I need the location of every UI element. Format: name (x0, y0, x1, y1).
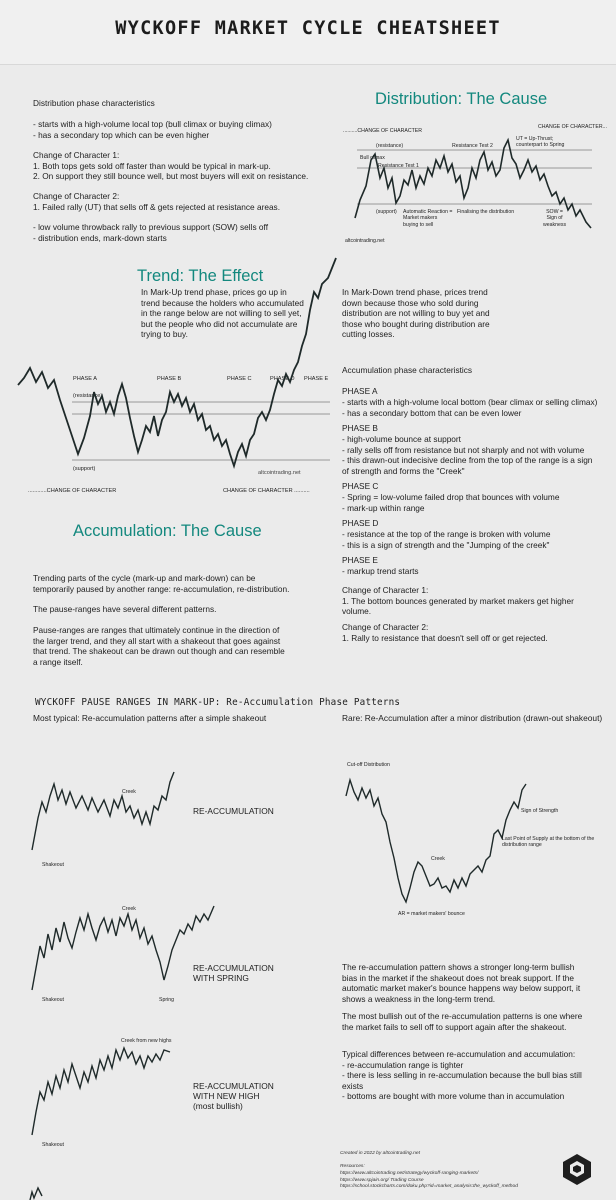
distribution-chart-heading: Distribution: The Cause (375, 90, 548, 108)
distribution-bull-climax: Bull climax (360, 155, 385, 161)
phase-b-title: PHASE B (342, 423, 378, 433)
accumulation-coc-right: CHANGE OF CHARACTER .......... (223, 488, 310, 494)
reacc-text-2: The most bullish out of the re-accumulation patterns is one where the market fails to sell off to support again after the shakeout. (342, 1011, 583, 1032)
markdown-text: In Mark-Down trend phase, prices trend down because those who sold during distribution are not willing to buy yet and those who bought during distribution are cutting losses. (342, 287, 490, 340)
markup-text: In Mark-Up trend phase, prices go up in trend because the holders who accumulated in the range below are not willing to sell yet, but the people who did not accumulate are trying to buy. (141, 287, 304, 340)
p1-label: RE-ACCUMULATION (193, 806, 274, 816)
phase-c-title: PHASE C (342, 481, 379, 491)
accumulation-support-label: (support) (73, 466, 96, 472)
credits-resources: https://www.altcointrading.net/strategy/wyckoff-ranging-markets/ https://www.spjain.org/ Trading Course https://school.stockcharts.com/doku.php?id=market_analysis:the_wyckoff_method (340, 1171, 518, 1190)
rare-sos: Sign of Strength (521, 808, 559, 814)
accumulation-coc1: Change of Character 1: 1. The bottom bounces generated by market makers get higher volume. (342, 585, 574, 617)
distribution-heading: Distribution phase characteristics (33, 98, 155, 108)
pause-text-1: Trending parts of the cycle (mark-up and mark-down) can be temporarily paused by another range: re-accumulation, re-distribution. (33, 573, 290, 594)
page-title: WYCKOFF MARKET CYCLE CHEATSHEET (115, 18, 501, 39)
distribution-resistance-label: (resistance) (376, 143, 404, 149)
rare-creek: Creek (431, 856, 445, 862)
p2-shakeout: Shakeout (42, 997, 64, 1003)
accumulation-char-heading: Accumulation phase characteristics (342, 365, 473, 375)
accumulation-watermark: altcointrading.net (258, 470, 301, 476)
phase-a-label: PHASE A (73, 376, 97, 382)
p1-shakeout: Shakeout (42, 862, 64, 868)
distribution-coc-right: CHANGE OF CHARACTER... (538, 124, 607, 130)
distribution-coc2: Change of Character 2: 1. Failed rally (UT) that sells off & gets rejected at resistance areas. (33, 191, 281, 212)
phase-a-title: PHASE A (342, 386, 378, 396)
distribution-support-label: (support) (376, 209, 397, 215)
distribution-finalising: Finalising the distribution (457, 209, 515, 215)
rare-ar: AR = market makers' bounce (398, 911, 465, 917)
p3-label: RE-ACCUMULATION WITH NEW HIGH (most bullish) (193, 1081, 274, 1112)
distribution-rt1: Resistance Test 1 (378, 163, 419, 169)
distribution-coc-left: ..........CHANGE OF CHARACTER (343, 128, 422, 134)
phase-c-label: PHASE C (227, 376, 252, 382)
phase-d-text: - resistance at the top of the range is broken with volume - this is a sign of strength and the "Jumping of the creek" (342, 529, 551, 550)
phase-c-text: - Spring = low-volume failed drop that bounces with volume - mark-up within range (342, 492, 560, 513)
reacc-text-1: The re-accumulation pattern shows a stronger long-term bullish bias in the market if the shakeout does not break support. If the automatic market maker's bounce happens way below support, it shows a weakness in the long-term trend. (342, 962, 581, 1004)
distribution-watermark: altcointrading.net (345, 238, 385, 244)
p2-label: RE-ACCUMULATION WITH SPRING (193, 963, 274, 984)
distribution-block4: - low volume throwback rally to previous support (SOW) sells off - distribution ends, mark-down starts (33, 222, 269, 243)
credits-created: Created in 2022 by altcointrading.net (340, 1151, 420, 1156)
distribution-rt2: Resistance Test 2 (452, 143, 493, 149)
distribution-ar: Automatic Reaction = Market makers buying to sell (403, 209, 453, 228)
patterns-left-subtitle: Most typical: Re-accumulation patterns after a simple shakeout (33, 713, 267, 723)
accumulation-heading: Accumulation: The Cause (73, 522, 262, 540)
distribution-ut: UT = Up-Thrust; counterpart to Spring (516, 136, 565, 149)
phase-e-title: PHASE E (342, 555, 378, 565)
p3-creek: Creek from new highs (121, 1038, 172, 1044)
patterns-section-title: WYCKOFF PAUSE RANGES IN MARK-UP: Re-Accumulation Phase Patterns (35, 697, 401, 708)
phase-d-title: PHASE D (342, 518, 379, 528)
reacc-text-3: Typical differences between re-accumulation and accumulation: - re-accumulation range is tighter - there is less selling in re-accumulation because the bull bias still exists - bottoms are bought with more volume than in accumulation (342, 1049, 582, 1102)
p2-spring: Spring (159, 997, 174, 1003)
phase-b-text: - high-volume bounce at support - rally sells off from resistance but not sharply and not with volume - this drawn-out indecisive decline from the top of the range is a sign of strength and forms the "Creek" (342, 434, 593, 476)
accumulation-resistance-label: (resistance) (73, 393, 103, 399)
accumulation-coc2: Change of Character 2: 1. Rally to resistance that doesn't sell off or get rejected. (342, 622, 548, 643)
trend-heading: Trend: The Effect (137, 267, 264, 285)
phase-e-text: - markup trend starts (342, 566, 419, 576)
rare-cutoff: Cut-off Distribution (347, 762, 390, 768)
phase-e-label: PHASE E (304, 376, 329, 382)
p3-shakeout: Shakeout (42, 1142, 64, 1148)
distribution-coc1: Change of Character 1: 1. Both tops gets sold off faster than would be typical in mark-up. 2. On support they still bounce well, but most buyers will exit on resistance. (33, 150, 309, 182)
accumulation-coc-left: ............CHANGE OF CHARACTER (28, 488, 117, 494)
patterns-right-subtitle: Rare: Re-Accumulation after a minor distribution (drawn-out shakeout) (342, 713, 603, 723)
distribution-sow: SOW = Sign of weakness (543, 209, 567, 228)
pause-text-3: Pause-ranges are ranges that ultimately continue in the direction of the larger trend, and they all start with a shakeout that goes against that trend. The shakeout can be drawn out though and can resemble a range itself. (33, 625, 285, 667)
credits-resources-title: Resources: (340, 1164, 365, 1169)
p1-creek: Creek (122, 789, 136, 795)
phase-b-label: PHASE B (157, 376, 182, 382)
phase-a-text: - starts with a high-volume local bottom (bear climax or selling climax) - has a secondary bottom that can be even lower (342, 397, 598, 418)
distribution-block1: - starts with a high-volume local top (bull climax or buying climax) - has a secondary top which can be even higher (33, 119, 272, 140)
rare-lps: Last Point of Supply at the bottom of the distribution range (502, 836, 595, 849)
p2-creek: Creek (122, 906, 136, 912)
pause-text-2: The pause-ranges have several different patterns. (33, 604, 217, 614)
phase-d-label: PHASE D (270, 376, 295, 382)
